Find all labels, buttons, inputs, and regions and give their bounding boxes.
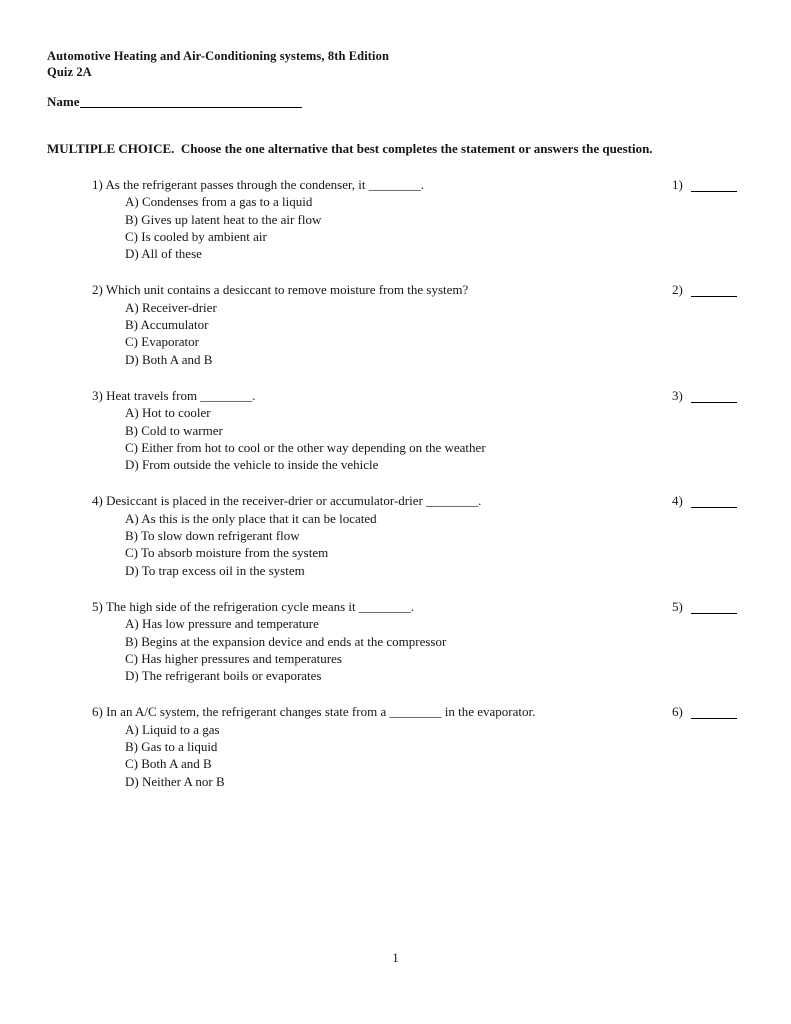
question-line xyxy=(92,703,672,720)
choice-a: A) As this is the only place that it can be located xyxy=(125,510,377,526)
answer-blank-line xyxy=(691,284,737,297)
instructions-heading: MULTIPLE CHOICE. Choose the one alternative that best completes the statement or answers the question. xyxy=(47,141,653,156)
question-text: Which unit contains a desiccant to remove moisture from the system? xyxy=(105,282,469,298)
choice-list xyxy=(92,721,672,790)
choice-b: B) Begins at the expansion device and ends at the compressor xyxy=(125,633,447,649)
answer-number: 3) xyxy=(672,387,683,403)
question-block xyxy=(47,598,746,684)
name-label: Name xyxy=(47,94,80,109)
answer-cell xyxy=(672,387,746,404)
answer-cell xyxy=(672,598,746,615)
answer-number: 6) xyxy=(672,704,683,720)
question-line xyxy=(92,387,672,404)
choice-c: C) Evaporator xyxy=(125,334,200,350)
choice-c: C) Either from hot to cool or the other way depending on the weather xyxy=(125,439,486,455)
question-content xyxy=(47,703,672,789)
choice-a: A) Hot to cooler xyxy=(125,405,211,421)
page-number: 1 xyxy=(392,951,399,965)
answer-cell xyxy=(672,703,746,720)
question-number: 5) xyxy=(92,598,103,614)
choice-c: C) Is cooled by ambient air xyxy=(125,228,267,244)
question-text: The high side of the refrigeration cycle means it ________. xyxy=(105,598,415,614)
answer-blank-line xyxy=(691,495,737,508)
question-list xyxy=(47,176,746,790)
answer-cell xyxy=(672,281,746,298)
choice-c: C) Both A and B xyxy=(125,756,212,772)
question-content xyxy=(47,492,672,578)
question-number: 4) xyxy=(92,493,103,509)
choice-c: C) Has higher pressures and temperatures xyxy=(125,650,342,666)
name-row xyxy=(47,94,746,110)
question-line xyxy=(92,281,672,298)
choice-list xyxy=(92,615,672,684)
choice-a: A) Receiver-drier xyxy=(125,299,217,315)
answer-blank-line xyxy=(691,706,737,719)
answer-number: 1) xyxy=(672,177,683,192)
choice-b: B) To slow down refrigerant flow xyxy=(125,528,300,544)
question-number: 3) xyxy=(92,387,103,403)
question-content xyxy=(47,176,672,262)
question-content xyxy=(47,281,672,367)
choice-d: D) Neither A nor B xyxy=(125,773,225,789)
answer-blank-line xyxy=(691,601,737,614)
answer-cell xyxy=(672,492,746,509)
question-block xyxy=(47,492,746,578)
question-line xyxy=(92,492,672,509)
question-number: 2) xyxy=(92,282,103,298)
choice-d: D) From outside the vehicle to inside the vehicle xyxy=(125,457,379,473)
answer-blank-line xyxy=(691,179,737,192)
question-text: As the refrigerant passes through the condenser, it ________. xyxy=(105,177,425,192)
name-blank-line xyxy=(80,95,302,108)
answer-number: 4) xyxy=(672,493,683,509)
question-block xyxy=(47,387,746,473)
choice-b: B) Gas to a liquid xyxy=(125,739,218,755)
question-text: Heat travels from ________. xyxy=(106,387,256,403)
document-title: Automotive Heating and Air-Conditioning systems, 8th Edition xyxy=(47,49,390,63)
choice-d: D) Both A and B xyxy=(125,351,213,367)
choice-b: B) Accumulator xyxy=(125,317,209,333)
question-number: 6) xyxy=(92,704,103,720)
choice-list xyxy=(92,404,672,473)
question-number: 1) xyxy=(92,177,103,192)
choice-a: A) Liquid to a gas xyxy=(125,721,220,737)
choice-c: C) To absorb moisture from the system xyxy=(125,545,329,561)
choice-b: B) Cold to warmer xyxy=(125,422,223,438)
question-block xyxy=(47,176,746,262)
choice-a: A) Has low pressure and temperature xyxy=(125,616,319,632)
choice-d: D) The refrigerant boils or evaporates xyxy=(125,668,322,684)
answer-cell xyxy=(672,176,746,193)
question-line xyxy=(92,598,672,615)
question-block xyxy=(47,703,746,789)
question-line xyxy=(92,176,672,193)
question-content xyxy=(47,387,672,473)
choice-a: A) Condenses from a gas to a liquid xyxy=(125,194,313,210)
answer-number: 2) xyxy=(672,282,683,298)
answer-blank-line xyxy=(691,390,737,403)
choice-list xyxy=(92,510,672,579)
question-text: In an A/C system, the refrigerant changes state from a ________ in the evaporator. xyxy=(106,704,536,720)
choice-d: D) To trap excess oil in the system xyxy=(125,562,305,578)
choice-b: B) Gives up latent heat to the air flow xyxy=(125,211,322,227)
question-content xyxy=(47,598,672,684)
choice-d: D) All of these xyxy=(125,246,202,262)
choice-list xyxy=(92,193,672,262)
answer-number: 5) xyxy=(672,598,683,614)
choice-list xyxy=(92,299,672,368)
quiz-label: Quiz 2A xyxy=(47,65,92,79)
question-block xyxy=(47,281,746,367)
question-text: Desiccant is placed in the receiver-drier or accumulator-drier ________. xyxy=(106,493,482,509)
